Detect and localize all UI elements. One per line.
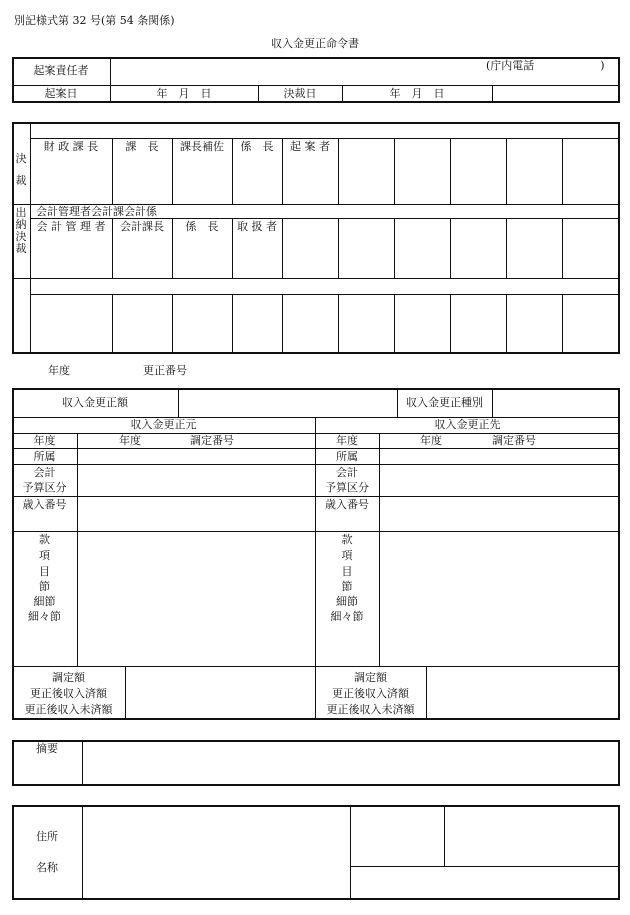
target-class-setsu: 節 [341,580,353,593]
source-revenue-number-label: 歳入番号 [22,498,67,511]
role-finance-director: 財 政 課 長 [43,140,99,153]
role-accounting-chief: 会計課長 [120,220,164,233]
target-affiliation-label: 所属 [336,450,358,463]
source-budget-label-2: 予算区分 [22,481,67,494]
target-uncollected-label: 更正後収入未済額 [326,703,415,716]
correction-number-label: 更正番号 [143,364,187,377]
source-class-moku: 目 [39,565,50,578]
name-label: 名称 [36,861,58,874]
target-sub-year-label: 年度 [420,434,442,447]
target-assessed-amount-label: 調定額 [354,671,387,684]
target-collected-label: 更正後収入済額 [332,687,409,700]
draft-date-field[interactable]: 年 月 日 [156,87,212,100]
address-field[interactable] [84,807,348,852]
target-year-label: 年度 [336,434,358,447]
source-collected-label: 更正後収入済額 [30,687,107,700]
amount-field[interactable] [180,390,395,416]
source-assessment-number-label: 調定番号 [190,434,234,447]
name-field[interactable] [84,853,348,898]
target-revenue-number-label: 歳入番号 [325,498,369,511]
year-label: 年度 [48,364,70,377]
role-section-chief: 課 長 [125,140,159,153]
approval-box [12,122,620,354]
treasury-label: 出納決裁 [15,206,27,255]
decision-date-label: 決裁日 [283,87,317,100]
responsible-field[interactable] [112,59,482,83]
source-class-kou: 項 [39,549,50,562]
source-budget-label-1: 会計 [33,466,56,479]
phone-label: (庁内電話 ) [486,59,605,72]
target-assessment-number-label: 調定番号 [492,434,536,447]
target-class-saisetsu: 細節 [336,595,358,608]
target-budget-label-1: 会計 [336,466,358,479]
source-class-kan: 款 [39,533,50,546]
source-year-label: 年度 [33,434,56,447]
summary-field[interactable] [84,742,618,784]
role-drafter: 起 案 者 [290,140,330,153]
page-title: 収入金更正命令書 [271,37,359,50]
source-uncollected-label: 更正後収入未済額 [24,703,113,716]
responsible-label: 起案責任者 [33,64,89,77]
source-class-setsu: 節 [39,580,50,593]
role-accounting-manager: 会 計 管 理 者 [36,220,106,233]
source-assessed-amount-label: 調定額 [52,671,85,684]
target-class-moku: 目 [341,565,353,578]
source-class-saisaisetsu: 細々節 [28,610,61,623]
decision-label: 決裁 [15,152,27,187]
treasury-department: 会計管理者会計課会計係 [36,205,157,218]
target-budget-label-2: 予算区分 [325,481,369,494]
form-number: 別記様式第 32 号(第 54 条関係) [14,14,175,27]
role-subsection-chief: 係 長 [240,140,274,153]
target-class-kou: 項 [341,549,353,562]
role-accounting-subchief: 係 長 [185,220,219,233]
target-class-kan: 款 [341,533,353,546]
target-label: 収入金更正先 [434,418,501,431]
role-deputy-chief: 課長補佐 [180,140,224,153]
type-label: 収入金更正種別 [406,396,483,409]
source-label: 収入金更正元 [130,418,197,431]
role-handler: 取 扱 者 [237,220,277,233]
target-class-saisaisetsu: 細々節 [330,610,364,623]
amount-label: 収入金更正額 [62,396,128,409]
type-field[interactable] [494,390,618,416]
source-class-saisetsu: 細節 [33,595,56,608]
source-affiliation-label: 所属 [33,450,56,463]
address-label: 住所 [36,830,58,843]
summary-label: 摘要 [36,742,58,755]
source-sub-year-label: 年度 [119,434,141,447]
decision-date-field[interactable]: 年 月 日 [389,87,445,100]
draft-date-label: 起案日 [44,87,78,100]
